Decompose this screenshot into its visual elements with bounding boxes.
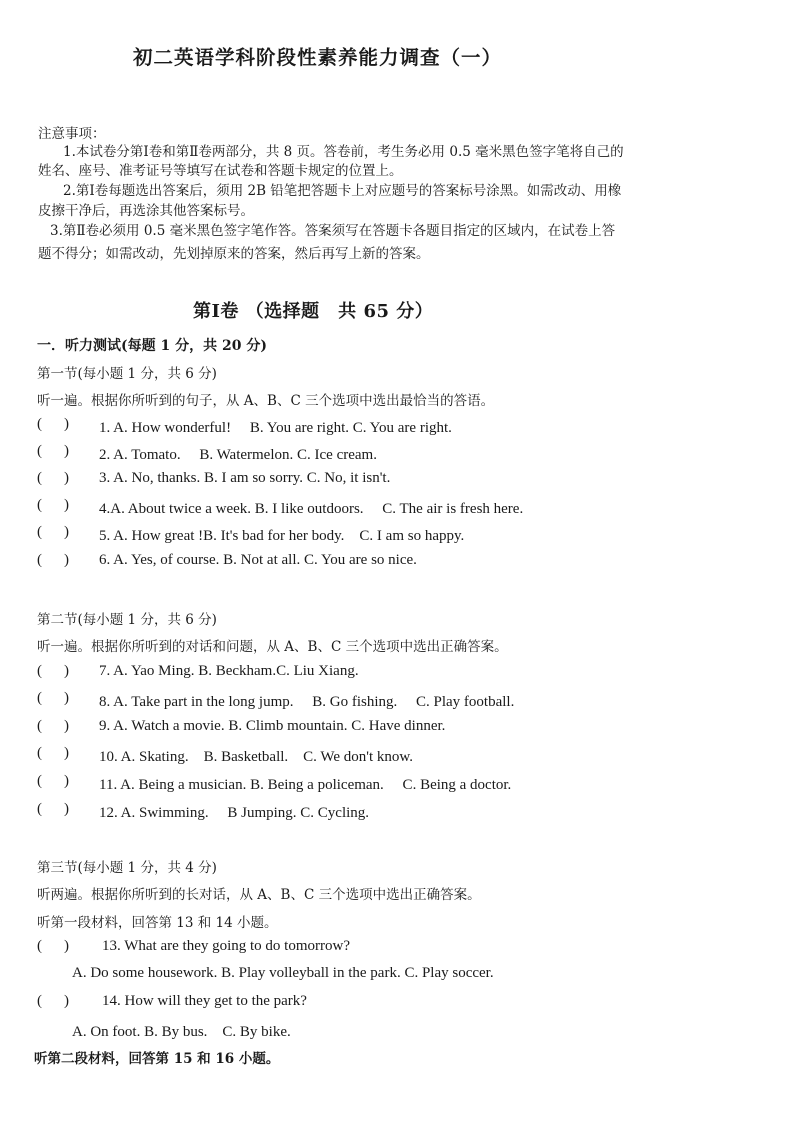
answer-blank[interactable]: ( ) (37, 938, 69, 954)
notice-line-4: 皮擦干净后，再选涂其他答案标号。 (38, 203, 254, 219)
answer-blank[interactable]: ( ) (37, 552, 69, 568)
answer-blank[interactable]: ( ) (37, 773, 69, 789)
page-title: 初二英语学科阶段性素养能力调查（一） (133, 46, 503, 69)
answer-blank[interactable]: ( ) (37, 801, 69, 817)
answer-blank[interactable]: ( ) (37, 443, 69, 459)
question-3: 3. A. No, thanks. B. I am so sorry. C. No, it isn't. (99, 470, 391, 486)
subsection-1-instruction: 听一遍。根据你所听到的句子，从 A、B、C 三个选项中选出最恰当的答语。 (37, 393, 495, 409)
subsection-1-heading: 第一节(每小题 1 分，共 6 分) (37, 366, 217, 382)
question-2: 2. A. Tomato. B. Watermelon. C. Ice cream. (99, 447, 377, 463)
answer-blank[interactable]: ( ) (37, 524, 69, 540)
notice-heading: 注意事项： (38, 126, 106, 142)
subsection-2-heading: 第二节(每小题 1 分，共 6 分) (37, 612, 217, 628)
question-10: 10. A. Skating. B. Basketball. C. We don't know. (99, 749, 413, 765)
notice-line-5: 3.第Ⅱ卷必须用 0.5 毫米黑色签字笔作答。答案须写在答题卡各题目指定的区域内，在试卷上答 (50, 223, 616, 239)
subsection-3-instruction: 听两遍。根据你所听到的长对话，从 A、B、C 三个选项中选出正确答案。 (37, 887, 481, 903)
answer-blank[interactable]: ( ) (37, 497, 69, 513)
listening-section-heading: 一．听力测试(每题 1 分，共 20 分) (37, 338, 267, 354)
question-12: 12. A. Swimming. B Jumping. C. Cycling. (99, 805, 370, 821)
answer-blank[interactable]: ( ) (37, 416, 69, 432)
question-9: 9. A. Watch a movie. B. Climb mountain. C. Have dinner. (99, 718, 446, 734)
part-one-title: 第Ⅰ卷 （选择题 共 65 分） (193, 301, 434, 322)
answer-blank[interactable]: ( ) (37, 745, 69, 761)
answer-blank[interactable]: ( ) (37, 690, 69, 706)
question-8: 8. A. Take part in the long jump. B. Go fishing. C. Play football. (99, 694, 515, 710)
question-11: 11. A. Being a musician. B. Being a policeman. C. Being a doctor. (99, 777, 512, 793)
notice-line-2: 姓名、座号、准考证号等填写在试卷和答题卡规定的位置上。 (38, 163, 403, 179)
question-1: 1. A. How wonderful! B. You are right. C. You are right. (99, 420, 452, 436)
question-14-options: A. On foot. B. By bus. C. By bike. (72, 1024, 291, 1040)
question-5: 5. A. How great !B. It's bad for her body. C. I am so happy. (99, 528, 465, 544)
answer-blank[interactable]: ( ) (37, 470, 69, 486)
notice-line-3: 2.第Ⅰ卷每题选出答案后，须用 2B 铅笔把答题卡上对应题号的答案标号涂黑。如需改动、用橡 (63, 183, 622, 199)
question-7: 7. A. Yao Ming. B. Beckham.C. Liu Xiang. (99, 663, 359, 679)
answer-blank[interactable]: ( ) (37, 993, 69, 1009)
question-14: 14. How will they get to the park? (102, 993, 307, 1009)
subsection-2-instruction: 听一遍。根据你所听到的对话和问题，从 A、B、C 三个选项中选出正确答案。 (37, 639, 508, 655)
material-2-note: 听第二段材料，回答第 15 和 16 小题。 (34, 1051, 280, 1067)
question-4: 4.A. About twice a week. B. I like outdoors. C. The air is fresh here. (99, 501, 524, 517)
subsection-3-heading: 第三节(每小题 1 分，共 4 分) (37, 860, 217, 876)
notice-line-6: 题不得分；如需改动，先划掉原来的答案，然后再写上新的答案。 (38, 246, 430, 262)
answer-blank[interactable]: ( ) (37, 663, 69, 679)
question-6: 6. A. Yes, of course. B. Not at all. C. You are so nice. (99, 552, 417, 568)
question-13-options: A. Do some housework. B. Play volleyball in the park. C. Play soccer. (72, 965, 494, 981)
material-1-note: 听第一段材料，回答第 13 和 14 小题。 (37, 915, 278, 931)
question-13: 13. What are they going to do tomorrow? (102, 938, 350, 954)
notice-line-1: 1.本试卷分第Ⅰ卷和第Ⅱ卷两部分，共 8 页。答卷前，考生务必用 0.5 毫米黑色签字笔将自己的 (63, 144, 624, 160)
answer-blank[interactable]: ( ) (37, 718, 69, 734)
